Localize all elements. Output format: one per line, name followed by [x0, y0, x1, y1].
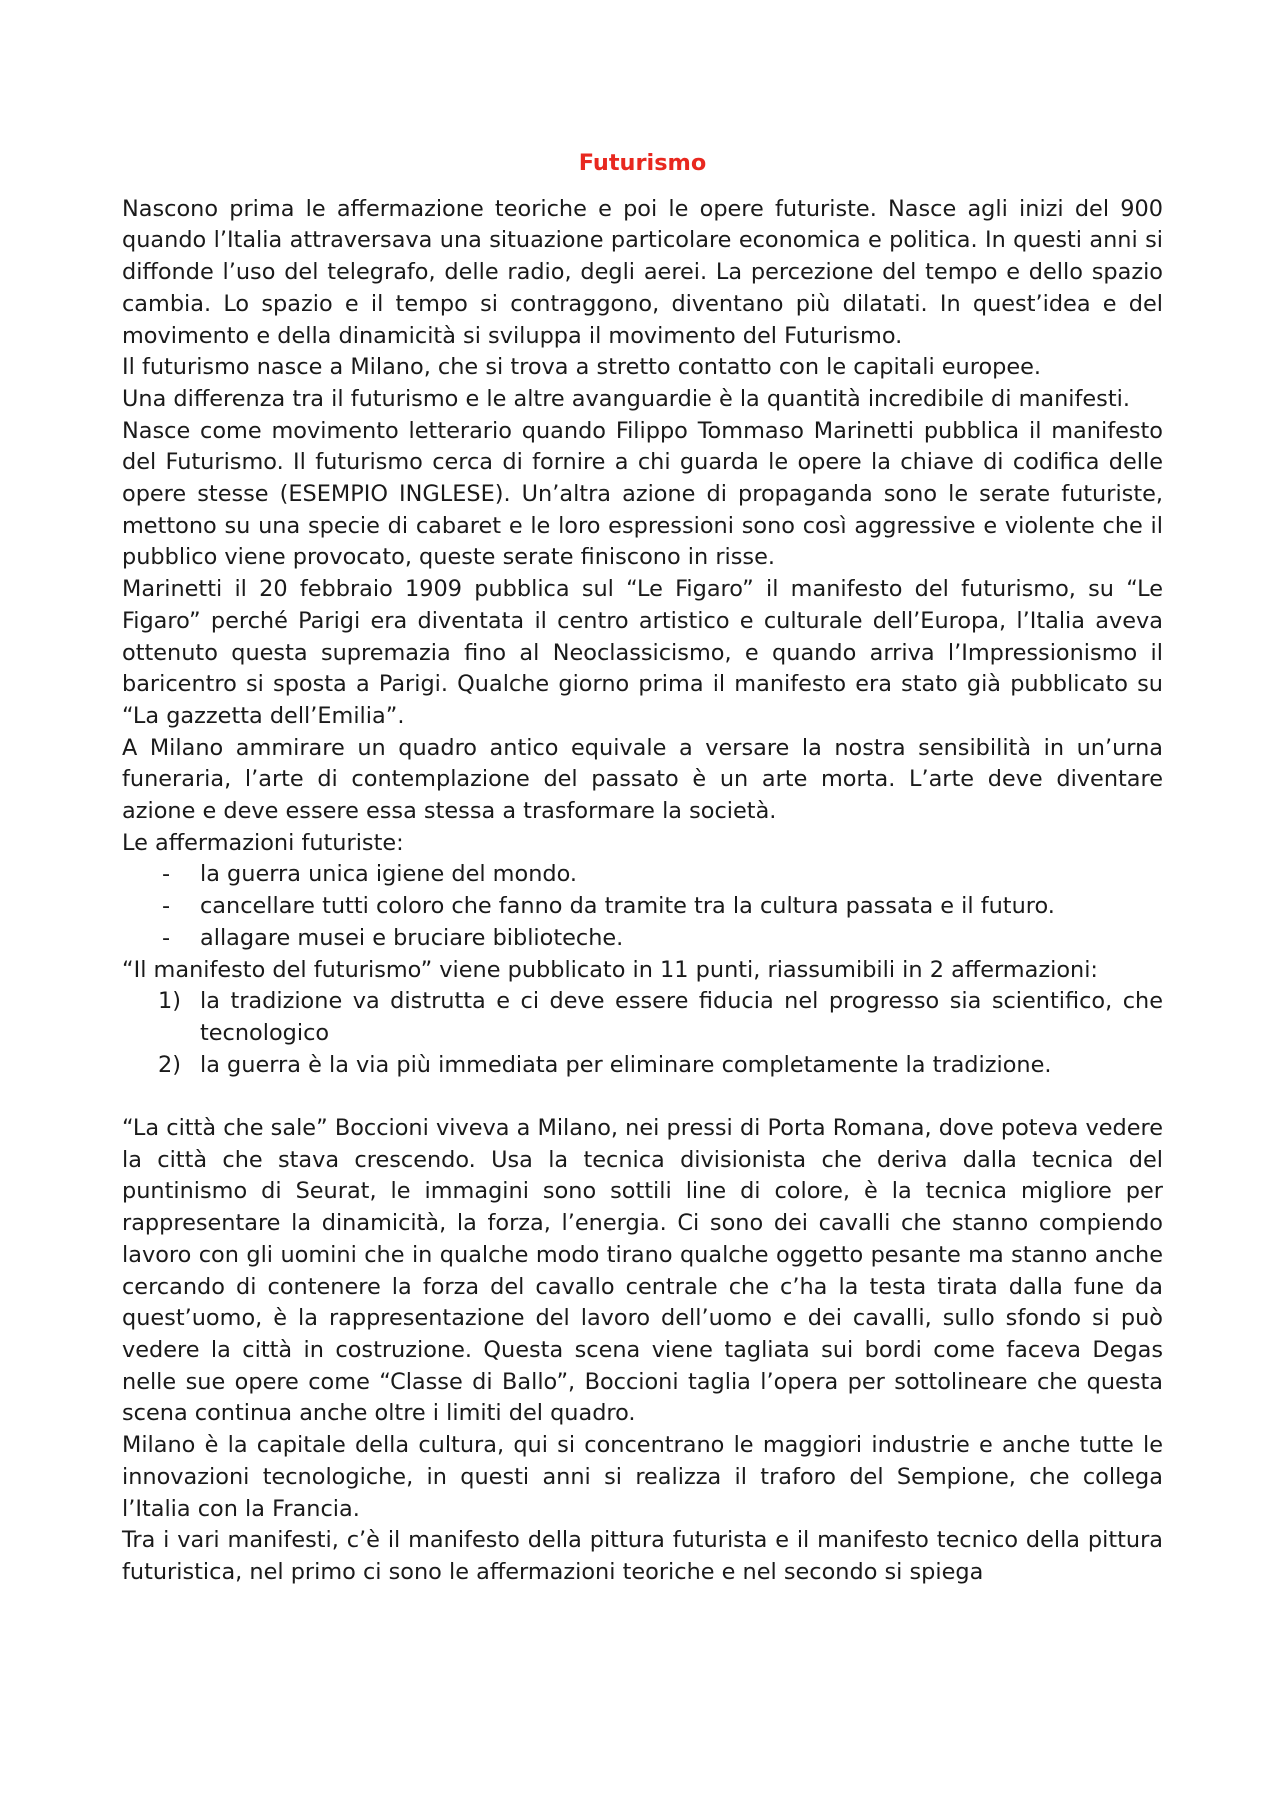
paragraph-milano-capitale: Milano è la capitale della cultura, qui si concentrano le maggiori industrie e anche tutte le innovazioni tecnologiche, in questi anni si realizza il traforo del Sempione, che collega l’Italia con la Francia.	[122, 1432, 1163, 1522]
list-item-text: la guerra è la via più immediata per eliminare completamente la tradizione.	[200, 1051, 1052, 1078]
paragraph-milano: Il futurismo nasce a Milano, che si trova a stretto contatto con le capitali europee.	[122, 354, 1042, 381]
document-title: Futurismo	[578, 150, 707, 176]
number-marker: 1)	[158, 988, 181, 1015]
paragraph-arte: A Milano ammirare un quadro antico equivale a versare la nostra sensibilità in un’urna funeraria, l’arte di contemplazione del passato è un arte morta. L’arte deve diventare azione e deve essere essa stessa a trasformare la società.	[122, 734, 1163, 825]
list-item-text: cancellare tutti coloro che fanno da tramite tra la cultura passata e il futuro.	[200, 893, 1055, 920]
paragraph-intro: Nascono prima le affermazione teoriche e poi le opere futuriste. Nasce agli inizi del 900 quando l’Italia attraversava una situazione particolare economica e politica. In questi anni si diffonde l’uso del telegrafo, delle radio, degli aerei. La percezione del tempo e dello spazio cambia. Lo spazio e il tempo si contraggono, diventano più dilatati. In quest’idea e del movimento e della dinamicità si sviluppa il movimento del Futurismo.	[122, 195, 1163, 349]
bullet-marker: -	[162, 893, 171, 920]
list-item	[122, 923, 1163, 955]
list-item	[122, 1050, 1163, 1082]
paragraph-manifesto-intro: “Il manifesto del futurismo” viene pubblicato in 11 punti, riassumibili in 2 affermazioni:	[122, 956, 1098, 983]
paragraph-le-figaro: Marinetti il 20 febbraio 1909 pubblica sul “Le Figaro” il manifesto del futurismo, su “Le Figaro” perché Parigi era diventata il centro artistico e culturale dell’Europa, l’Italia aveva ottenuto questa supremazia fino al Neoclassicismo, e quando arriva l’Impressionismo il baricentro si sposta a Parigi. Qualche giorno prima il manifesto era stato già pubblicato su “La gazzetta dell’Emilia”.	[122, 576, 1163, 729]
paragraph-affermazioni-heading: Le affermazioni futuriste:	[122, 829, 404, 856]
list-item-text: la guerra unica igiene del mondo.	[200, 861, 578, 888]
list-item-text: la tradizione va distrutta e ci deve essere fiducia nel progresso sia scientifico, che tecnologico	[200, 988, 1163, 1046]
paragraph-manifesti-pittura: Tra i vari manifesti, c’è il manifesto della pittura futurista e il manifesto tecnico della pittura futuristica, nel primo ci sono le affermazioni teoriche e nel secondo si spiega	[122, 1527, 1163, 1585]
document-page	[122, 148, 1163, 1589]
paragraph-manifesti: Una differenza tra il futurismo e le altre avanguardie è la quantità incredibile di manifesti.	[122, 385, 1130, 412]
bullet-list	[122, 859, 1163, 954]
list-item	[122, 986, 1163, 1049]
paragraph-citta-che-sale: “La città che sale” Boccioni viveva a Milano, nei pressi di Porta Romana, dove poteva vedere la città che stava crescendo. Usa la tecnica divisionista che deriva dalla tecnica del puntinismo di Seurat, le immagini sono sottili line di colore, è la tecnica migliore per rappresentare la dinamicità, la forza, l’energia. Ci sono dei cavalli che stanno compiendo lavoro con gli uomini che in qualche modo tirano qualche oggetto pesante ma stanno anche cercando di contenere la forza del cavallo centrale che c’ha la testa tirata dalla fune da quest’uomo, è la rappresentazione del lavoro dell’uomo e dei cavalli, sullo sfondo si può vedere la città in costruzione. Questa scena viene tagliata sui bordi come faceva Degas nelle sue opere come “Classe di Ballo”, Boccioni taglia l’opera per sottolineare che questa scena continua anche oltre i limiti del quadro.	[122, 1115, 1163, 1427]
list-item-text: allagare musei e bruciare biblioteche.	[200, 924, 624, 951]
blank-line	[122, 1081, 1163, 1113]
bullet-marker: -	[162, 924, 171, 951]
numbered-list	[122, 986, 1163, 1081]
list-item	[122, 859, 1163, 891]
list-item	[122, 891, 1163, 923]
number-marker: 2)	[158, 1051, 181, 1078]
paragraph-marinetti: Nasce come movimento letterario quando Filippo Tommaso Marinetti pubblica il manifesto del Futurismo. Il futurismo cerca di fornire a chi guarda le opere la chiave di codifica delle opere stesse (ESEMPIO INGLESE). Un’altra azione di propaganda sono le serate futuriste, mettono su una specie di cabaret e le loro espressioni sono così aggressive e violente che il pubblico viene provocato, queste serate finiscono in risse.	[122, 417, 1163, 571]
bullet-marker: -	[162, 861, 171, 888]
